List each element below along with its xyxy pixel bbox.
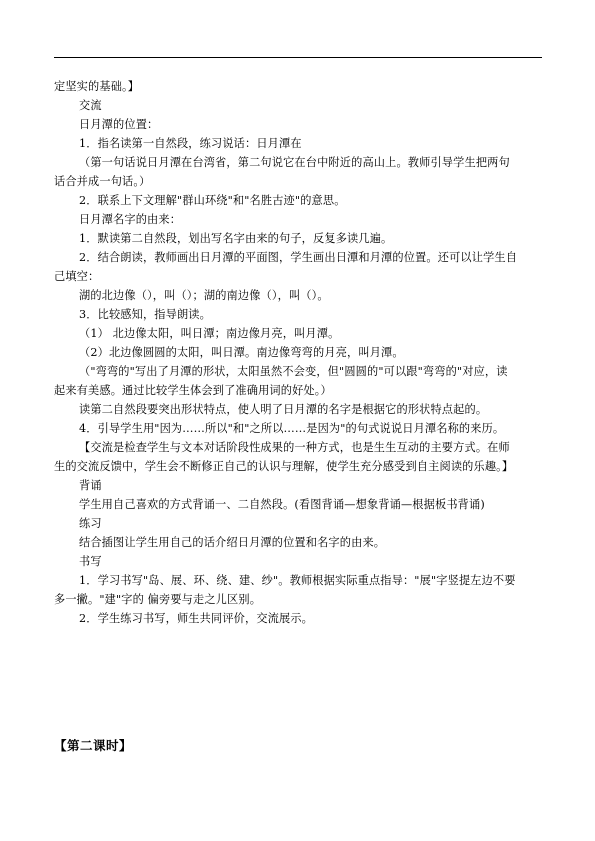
paragraph-line: 己填空： (54, 270, 100, 283)
paragraph-line: 2．结合朗读，教师画出日月潭的平面图，学生画出日潭和月潭的位置。还可以让学生自 (79, 251, 518, 264)
paragraph-line: 1．默读第二自然段，划出写名字由来的句子，反复多读几遍。 (79, 232, 393, 245)
paragraph-line: 2．联系上下文理解"群山环绕"和"名胜古迹"的意思。 (79, 194, 346, 207)
paragraph-line: 结合插图让学生用自己的话介绍日月潭的位置和名字的由来。 (79, 536, 386, 549)
heading-writing: 书写 (79, 555, 102, 568)
paragraph-line: （1） 北边像太阳，叫日潭；南边像月亮，叫月潭。 (79, 327, 340, 340)
paragraph-line: 学生用自己喜欢的方式背诵一、二自然段。(看图背诵—想象背诵—根据板书背诵) (79, 498, 485, 511)
heading-recite: 背诵 (79, 479, 102, 492)
paragraph-line: 4．引导学生用"因为……所以"和"之所以……是因为"的句式说说日月潭名称的来历。 (79, 422, 505, 435)
paragraph-line: （2）北边像圆圆的太阳，叫日潭。南边像弯弯的月亮，叫月潭。 (79, 346, 404, 359)
paragraph-line: 【交流是检查学生与文本对话阶段性成果的一种方式，也是生生互动的主要方式。在师 (79, 441, 510, 454)
section-title: 【第二课时】 (54, 738, 133, 753)
paragraph-line: 读第二自然段要突出形状特点，使人明了日月潭的名字是根据它的形状特点起的。 (79, 403, 488, 416)
paragraph-line: 多一撇。"建"字的 偏旁要与走之儿区别。 (54, 593, 262, 606)
paragraph-line: （第一句话说日月潭在台湾省，第二句说它在台中附近的高山上。教师引导学生把两句 (79, 156, 510, 169)
document-body (54, 77, 542, 628)
paragraph-line: 湖的北边像（），叫（）；湖的南边像（），叫（）。 (79, 289, 329, 302)
paragraph-line: 生的交流反馈中，学生会不断修正自己的认识与理解，使学生充分感受到自主阅读的乐趣。】 (54, 460, 514, 473)
heading-exchange: 交流 (79, 99, 102, 112)
header-rule (54, 57, 542, 58)
paragraph-line: 1．学习书写"岛、展、环、绕、建、纱"。教师根据实际重点指导："展"字竖提左边不要 (79, 574, 516, 587)
paragraph-line: 3．比较感知，指导朗读。 (79, 308, 211, 321)
paragraph-line: 2．学生练习书写，师生共同评价，交流展示。 (79, 612, 314, 625)
heading-practice: 练习 (79, 517, 102, 530)
subheading-name-origin: 日月潭名字的由来： (79, 213, 182, 226)
paragraph-line: 定坚实的基础。】 (54, 80, 140, 93)
paragraph-line: 话合并成一句话。） (54, 175, 151, 188)
paragraph-line: 起来有美感。通过比较学生体会到了准确用词的好处。） (54, 384, 332, 397)
paragraph-line: （"弯弯的"写出了月潭的形状，太阳虽然不会变，但"圆圆的"可以跟"弯弯的"对应，读 (79, 365, 508, 378)
subheading-location: 日月潭的位置： (79, 118, 159, 131)
paragraph-line: 1．指名读第一自然段，练习说话：日月潭在 (79, 137, 302, 150)
